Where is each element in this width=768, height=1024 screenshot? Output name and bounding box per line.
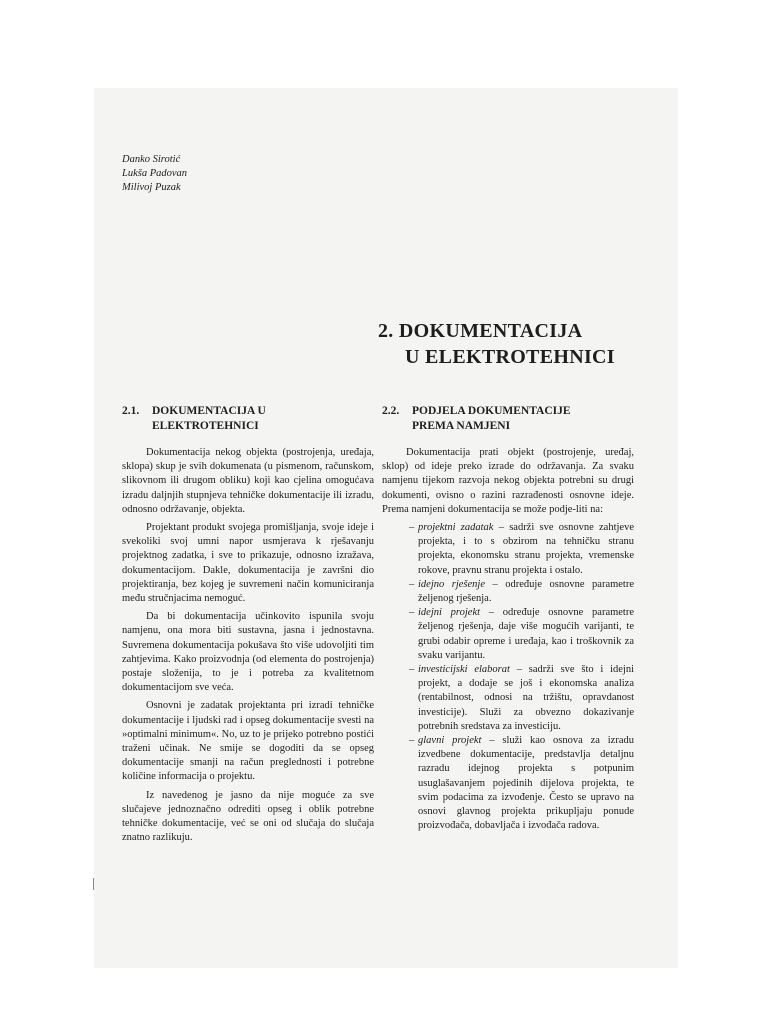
document-type-list (382, 521, 634, 833)
paragraph: Osnovni je zadatak projektanta pri izradi tehničke dokumentacije i ljudski rad i opseg dokumentacije svesti na »optimalni minimum«. No, uz to je prijeko potrebno postići traženi učinak. Ne smije se dogoditi da se opseg dokumentacije smanji na račun preglednosti i potrebne količine informacija o projektu. (122, 700, 374, 783)
margin-mark (93, 878, 94, 890)
list-item-term: glavni projekt (418, 735, 482, 747)
author-list (122, 153, 187, 195)
section-heading (122, 404, 374, 434)
list-item: – projektni zadatak – sadrži sve osnovne zahtjeve projekta, i to s obzirom na tehničku stranu projekta, ekonomsku stranu projekta, vremenske rokove, pravnu stranu projekta i ostalo. (409, 522, 634, 576)
author-name: Lukša Padovan (122, 168, 188, 179)
section-number: 2.2. (382, 405, 400, 417)
list-item: – idejno rješenje – određuje osnovne parametre željenog rješenja. (409, 578, 635, 605)
paragraph: Da bi dokumentacija učinkovito ispunila svoju namjenu, ona mora biti sustavna, jasna i jednostavna. Suvremena dokumentacija pokušava što više udovoljiti tim zahtjevima. Kako proizvodnja (od elementa do postrojenja) postaje složenija, to je i potreba za kvalitetnom dokumentacijom sve veća. (122, 611, 374, 694)
section-heading-line2: ELEKTROTEHNICI (152, 420, 259, 432)
list-item-text: – određuje osnovne parametre željenog rješenja, daje više mogućih varijanti, te grubi odabir opreme i uređaja, kao i troškovnik za svaku varijantu. (418, 607, 635, 661)
list-item-text: – određuje osnovne parametre željenog rješenja. (418, 578, 635, 605)
list-item-term: projektni zadatak (418, 522, 494, 534)
list-item-text: – služi kao osnova za izradu izvedbene dokumentacije, predstavlja detaljnu razradu idejnog projekta s potpunim usuglašavanjem pojedinih dijelova projekta, te svim podacima za izvođenje. Često se upravo na osnovi glavnog projekta prikupljaju ponude proizvođača, dobavljača i izvođača radova. (418, 735, 634, 832)
list-item-text: – sadrži sve osnovne zahtjeve projekta, i to s obzirom na tehničku stranu projekta, ekonomsku stranu projekta, vremenske rokove, pravnu stranu projekta i ostalo. (418, 522, 634, 576)
section-heading-line2: PREMA NAMJENI (412, 420, 511, 432)
list-item-text: – sadrži sve što i idejni projekt, a dodaje se još i ekonomska analiza (rentabilnost, odnosi na tržištu, opravdanost investicije). Služi za obvezno dokazivanje potrebnih sredstava za investiciju. (418, 664, 634, 732)
section-heading (382, 404, 634, 434)
paragraph: Projektant produkt svojega promišljanja, svoje ideje i svekoliki svoj umni napor usmjerava k rješavanju projektnog zadatka, i sve to prikazuje, odnosno izražava, dokumentacijom. Dakle, dokumentacija je završni dio projektiranja, bez kojeg je suvremeni način komuniciranja među stručnjacima nemoguć. (122, 522, 374, 605)
chapter-title-line2: U ELEKTROTEHNICI (405, 346, 615, 368)
section-heading-line1: DOKUMENTACIJA U (152, 405, 266, 417)
left-column (122, 404, 374, 849)
list-item: – idejni projekt – određuje osnovne parametre željenog rješenja, daje više mogućih varijanti, te grubi odabir opreme i uređaja, kao i troškovnik za svaku varijantu. (409, 607, 635, 661)
paragraph: Iz navedenog je jasno da nije moguće za sve slučajeve jednoznačno odrediti opseg i oblik potrebne tehničke dokumentacije, već se oni od slučaja do slučaja znatno razlikuju. (122, 789, 374, 844)
section-number: 2.1. (122, 405, 140, 417)
paragraph: Dokumentacija nekog objekta (postrojenja, uređaja, sklopa) skup je svih dokumenata (u pismenom, računskom, slikovnom ili drugom obliku) koji kao cjelina omogućava izradu daljnjih stupnjeva tehničke dokumentacije ili izradu, odnosno održavanje, objekta. (122, 447, 374, 515)
list-item-term: idejno rješenje (418, 578, 485, 590)
paragraph: Dokumentacija prati objekt (postrojenje, uređaj, sklop) od ideje preko izrade do održavanja. Za svaku namjenu tijekom razvoja nekog objekta potrebni su drugi dokumenti, ovisno o razini razrađenosti osnovne ideje. Prema namjeni dokumentacija se može podje-liti na: (382, 447, 634, 515)
section-heading-line1: PODJELA DOKUMENTACIJE (412, 405, 571, 417)
right-column (382, 404, 634, 833)
list-item-term: investicijski elaborat (418, 664, 510, 676)
author-name: Danko Sirotić (122, 154, 181, 165)
author-name: Milivoj Puzak (122, 182, 181, 193)
list-item-term: idejni projekt (418, 607, 481, 619)
list-item: – glavni projekt – služi kao osnova za izradu izvedbene dokumentacije, predstavlja detaljnu razradu idejnog projekta s potpunim usuglašavanjem pojedinih dijelova projekta, te svim podacima za izvođenje. Često se upravo na osnovi glavnog projekta prikupljaju ponude proizvođača, dobavljača i izvođača radova. (409, 735, 634, 832)
list-item: – investicijski elaborat – sadrži sve što i idejni projekt, a dodaje se još i ekonomska analiza (rentabilnost, odnosi na tržištu, opravdanost investicije). Služi za obvezno dokazivanje potrebnih sredstava za investiciju. (409, 664, 634, 732)
chapter-title-line1: 2. DOKUMENTACIJA (378, 320, 583, 342)
chapter-title (378, 318, 615, 370)
